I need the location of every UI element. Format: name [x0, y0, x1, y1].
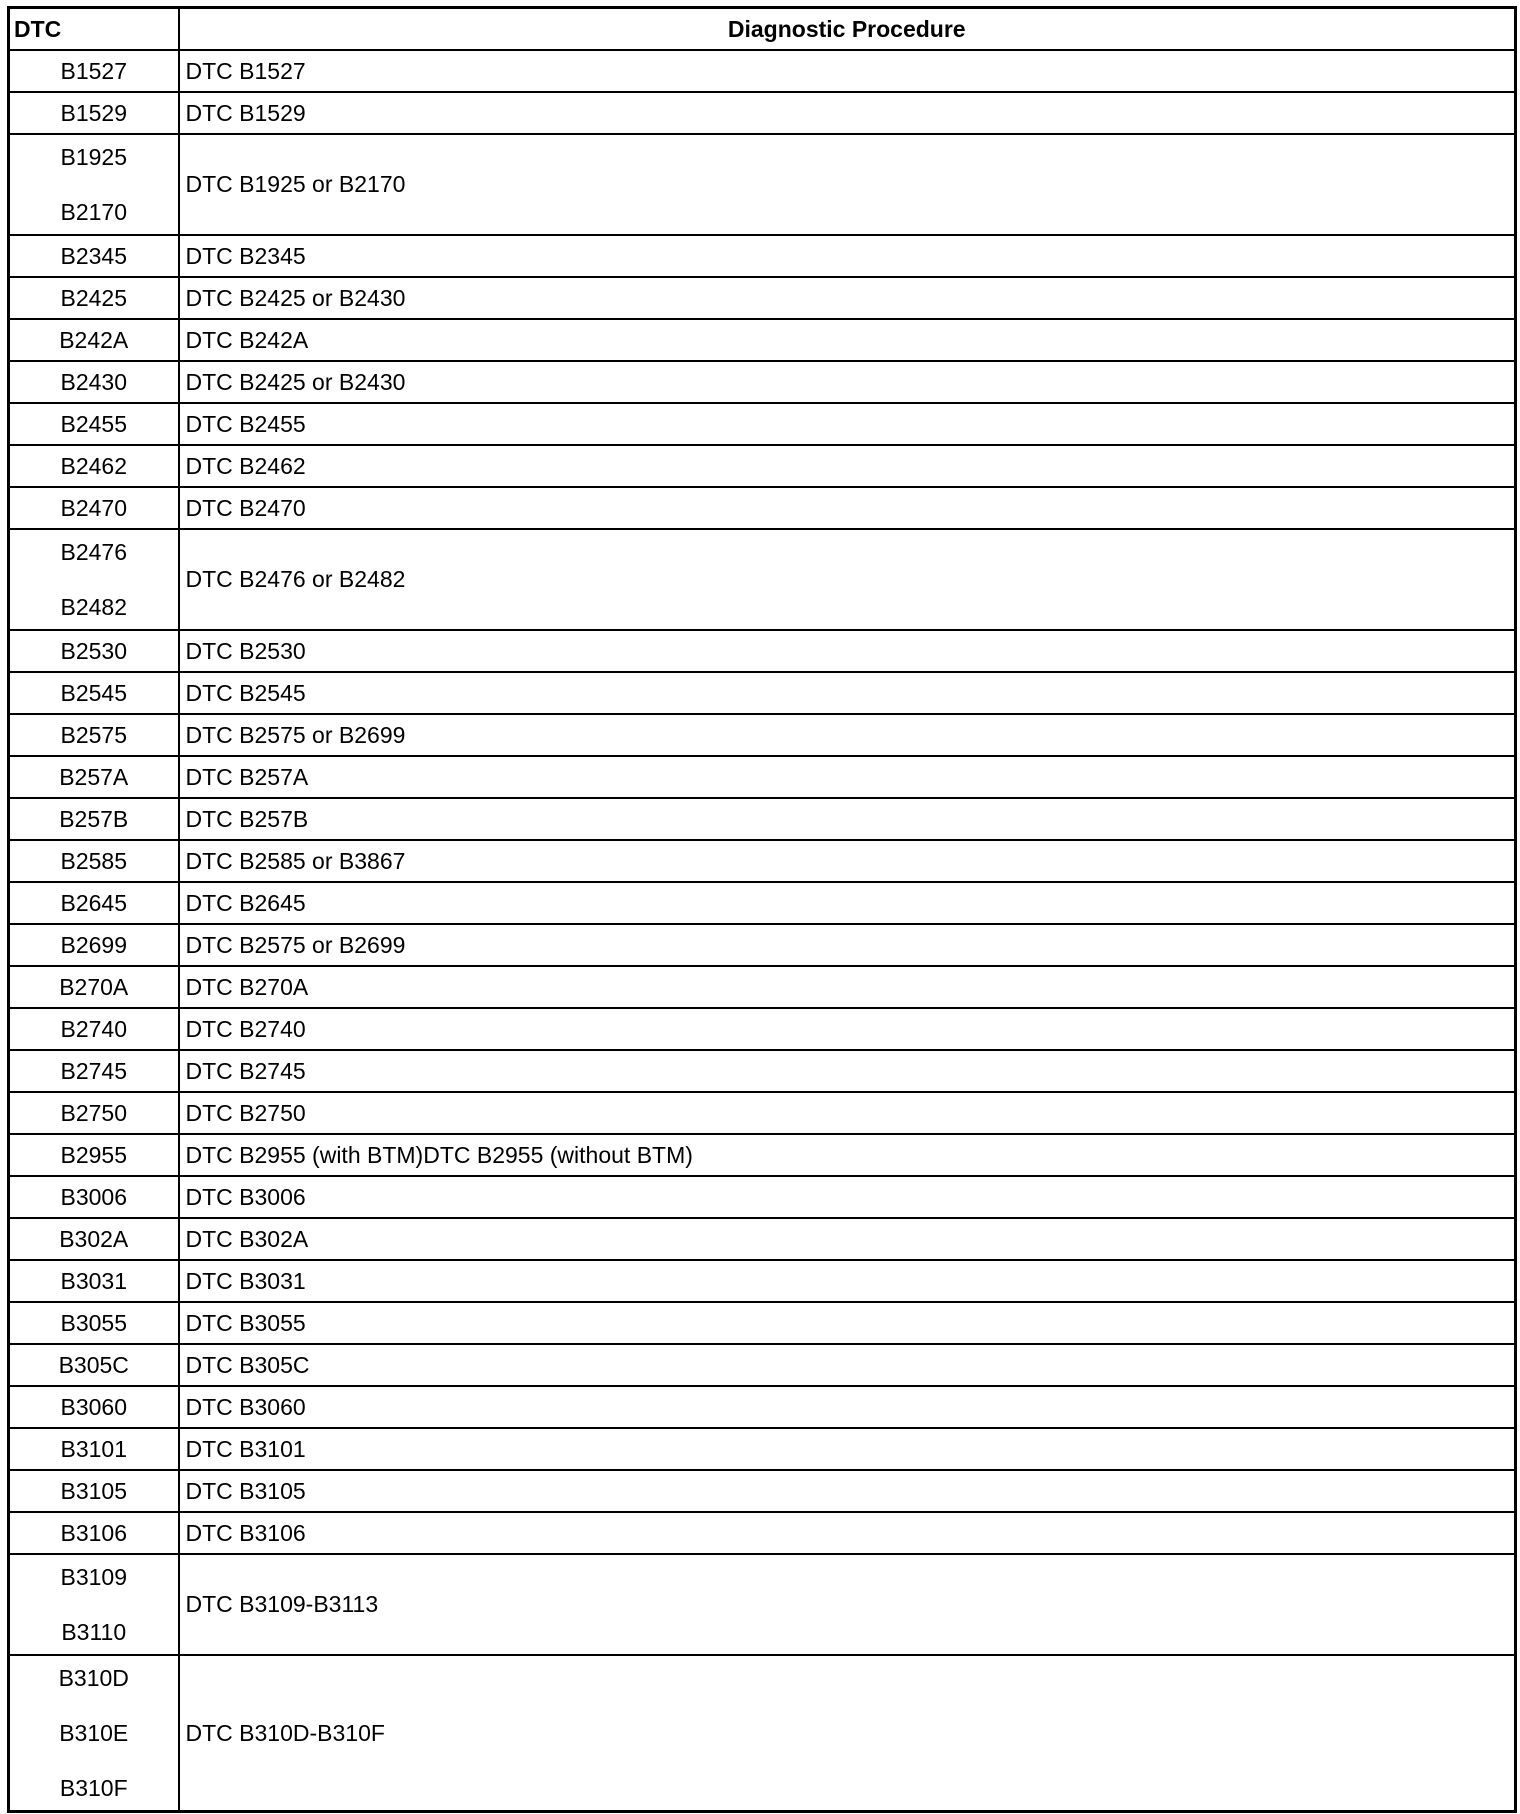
dtc-code: B3106 — [60, 1520, 127, 1546]
procedure-cell: DTC B2470 — [179, 487, 1516, 529]
procedure-cell: DTC B242A — [179, 319, 1516, 361]
table-row — [9, 1176, 1516, 1218]
dtc-code: B2455 — [60, 411, 127, 437]
dtc-code: B302A — [59, 1226, 129, 1252]
table-row — [9, 361, 1516, 403]
dtc-cell — [9, 50, 179, 92]
table-row — [9, 1655, 1516, 1812]
dtc-cell — [9, 1655, 179, 1812]
procedure-cell: DTC B3105 — [179, 1470, 1516, 1512]
procedure-cell: DTC B2745 — [179, 1050, 1516, 1092]
dtc-code: B310F — [59, 1775, 128, 1801]
table-row — [9, 840, 1516, 882]
table-row — [9, 1218, 1516, 1260]
dtc-code: B257A — [59, 764, 129, 790]
procedure-cell: DTC B2740 — [179, 1008, 1516, 1050]
dtc-cell — [9, 361, 179, 403]
procedure-cell: DTC B310D-B310F — [179, 1655, 1516, 1812]
dtc-cell — [9, 1092, 179, 1134]
dtc-code: B270A — [59, 974, 129, 1000]
dtc-code: B3031 — [60, 1268, 127, 1294]
procedure-cell: DTC B2750 — [179, 1092, 1516, 1134]
dtc-cell — [9, 1050, 179, 1092]
procedure-cell: DTC B270A — [179, 966, 1516, 1008]
table-row — [9, 445, 1516, 487]
dtc-cell — [9, 1008, 179, 1050]
table-header-row — [9, 8, 1516, 51]
dtc-cell — [9, 277, 179, 319]
dtc-code: B3105 — [60, 1478, 127, 1504]
procedure-cell: DTC B1527 — [179, 50, 1516, 92]
dtc-code: B3109 — [60, 1564, 127, 1590]
dtc-code: B2955 — [60, 1142, 127, 1168]
table-row — [9, 1344, 1516, 1386]
procedure-cell: DTC B3101 — [179, 1428, 1516, 1470]
procedure-cell: DTC B3055 — [179, 1302, 1516, 1344]
table-row — [9, 487, 1516, 529]
dtc-code: B2575 — [60, 722, 127, 748]
dtc-cell — [9, 1302, 179, 1344]
table-row — [9, 966, 1516, 1008]
procedure-cell: DTC B2462 — [179, 445, 1516, 487]
procedure-cell: DTC B2575 or B2699 — [179, 714, 1516, 756]
dtc-code: B310D — [58, 1665, 129, 1691]
table-row — [9, 1134, 1516, 1176]
table-row — [9, 1050, 1516, 1092]
dtc-cell — [9, 403, 179, 445]
dtc-cell — [9, 882, 179, 924]
dtc-cell — [9, 1470, 179, 1512]
table-row — [9, 1428, 1516, 1470]
table-row — [9, 1386, 1516, 1428]
procedure-cell: DTC B2425 or B2430 — [179, 277, 1516, 319]
dtc-code: B2430 — [60, 369, 127, 395]
dtc-code: B3101 — [60, 1436, 127, 1462]
table-row — [9, 1470, 1516, 1512]
procedure-cell: DTC B257B — [179, 798, 1516, 840]
dtc-code: B2470 — [60, 495, 127, 521]
table-row — [9, 1302, 1516, 1344]
table-row — [9, 924, 1516, 966]
dtc-cell — [9, 1344, 179, 1386]
dtc-cell — [9, 798, 179, 840]
procedure-cell: DTC B305C — [179, 1344, 1516, 1386]
dtc-cell — [9, 756, 179, 798]
dtc-cell — [9, 1260, 179, 1302]
table-row — [9, 1554, 1516, 1655]
dtc-cell — [9, 1134, 179, 1176]
header-dtc: DTC — [9, 8, 179, 51]
procedure-cell: DTC B3109-B3113 — [179, 1554, 1516, 1655]
table-row — [9, 134, 1516, 235]
procedure-cell: DTC B2345 — [179, 235, 1516, 277]
dtc-code: B2170 — [60, 199, 127, 225]
dtc-cell — [9, 319, 179, 361]
table-row — [9, 50, 1516, 92]
procedure-cell: DTC B2425 or B2430 — [179, 361, 1516, 403]
dtc-code: B310E — [59, 1720, 129, 1746]
dtc-cell — [9, 1386, 179, 1428]
dtc-cell — [9, 630, 179, 672]
dtc-cell — [9, 672, 179, 714]
dtc-code: B3110 — [61, 1619, 127, 1645]
table-row — [9, 319, 1516, 361]
table-body — [9, 50, 1516, 1812]
dtc-cell — [9, 529, 179, 630]
procedure-cell: DTC B2645 — [179, 882, 1516, 924]
dtc-code: B2425 — [60, 285, 127, 311]
dtc-cell — [9, 1428, 179, 1470]
table-row — [9, 235, 1516, 277]
dtc-code: B2530 — [60, 638, 127, 664]
dtc-cell — [9, 840, 179, 882]
dtc-code: B2476 — [60, 539, 127, 565]
dtc-cell — [9, 966, 179, 1008]
dtc-code: B2745 — [60, 1058, 127, 1084]
table-row — [9, 403, 1516, 445]
dtc-code: B1529 — [60, 100, 127, 126]
table-row — [9, 630, 1516, 672]
table-row — [9, 714, 1516, 756]
procedure-cell: DTC B2455 — [179, 403, 1516, 445]
procedure-cell: DTC B2476 or B2482 — [179, 529, 1516, 630]
procedure-cell: DTC B2545 — [179, 672, 1516, 714]
dtc-code: B1527 — [60, 58, 127, 84]
dtc-cell — [9, 445, 179, 487]
dtc-code: B2645 — [60, 890, 127, 916]
procedure-cell: DTC B2530 — [179, 630, 1516, 672]
dtc-code: B2699 — [60, 932, 127, 958]
procedure-cell: DTC B3106 — [179, 1512, 1516, 1554]
dtc-code: B2482 — [60, 594, 127, 620]
table-row — [9, 1092, 1516, 1134]
procedure-cell: DTC B3060 — [179, 1386, 1516, 1428]
procedure-cell: DTC B2575 or B2699 — [179, 924, 1516, 966]
procedure-cell: DTC B302A — [179, 1218, 1516, 1260]
dtc-code: B3060 — [60, 1394, 127, 1420]
dtc-code: B305C — [58, 1352, 129, 1378]
dtc-code: B2462 — [60, 453, 127, 479]
procedure-cell: DTC B3031 — [179, 1260, 1516, 1302]
dtc-cell — [9, 1176, 179, 1218]
procedure-cell: DTC B3006 — [179, 1176, 1516, 1218]
table-row — [9, 882, 1516, 924]
table-row — [9, 756, 1516, 798]
dtc-code: B242A — [59, 327, 129, 353]
procedure-cell: DTC B1529 — [179, 92, 1516, 134]
table-row — [9, 1008, 1516, 1050]
dtc-code: B2585 — [60, 848, 127, 874]
table-row — [9, 1260, 1516, 1302]
dtc-code: B3006 — [60, 1184, 127, 1210]
header-diagnostic-procedure: Diagnostic Procedure — [179, 8, 1516, 51]
dtc-cell — [9, 487, 179, 529]
dtc-code: B3055 — [60, 1310, 127, 1336]
dtc-cell — [9, 924, 179, 966]
dtc-table-container — [7, 6, 1517, 1813]
dtc-cell — [9, 1554, 179, 1655]
table-row — [9, 529, 1516, 630]
dtc-code: B2345 — [60, 243, 127, 269]
dtc-code: B2750 — [60, 1100, 127, 1126]
procedure-cell: DTC B2585 or B3867 — [179, 840, 1516, 882]
dtc-code: B1925 — [60, 144, 127, 170]
procedure-cell: DTC B2955 (with BTM)DTC B2955 (without BTM) — [179, 1134, 1516, 1176]
table-row — [9, 672, 1516, 714]
dtc-code: B2545 — [60, 680, 127, 706]
dtc-cell — [9, 714, 179, 756]
table-row — [9, 798, 1516, 840]
dtc-cell — [9, 92, 179, 134]
dtc-cell — [9, 1218, 179, 1260]
dtc-cell — [9, 1512, 179, 1554]
dtc-cell — [9, 235, 179, 277]
table-row — [9, 92, 1516, 134]
table-row — [9, 1512, 1516, 1554]
dtc-code: B2740 — [60, 1016, 127, 1042]
dtc-code: B257B — [59, 806, 129, 832]
procedure-cell: DTC B257A — [179, 756, 1516, 798]
procedure-cell: DTC B1925 or B2170 — [179, 134, 1516, 235]
dtc-cell — [9, 134, 179, 235]
dtc-table — [7, 6, 1517, 1813]
table-row — [9, 277, 1516, 319]
